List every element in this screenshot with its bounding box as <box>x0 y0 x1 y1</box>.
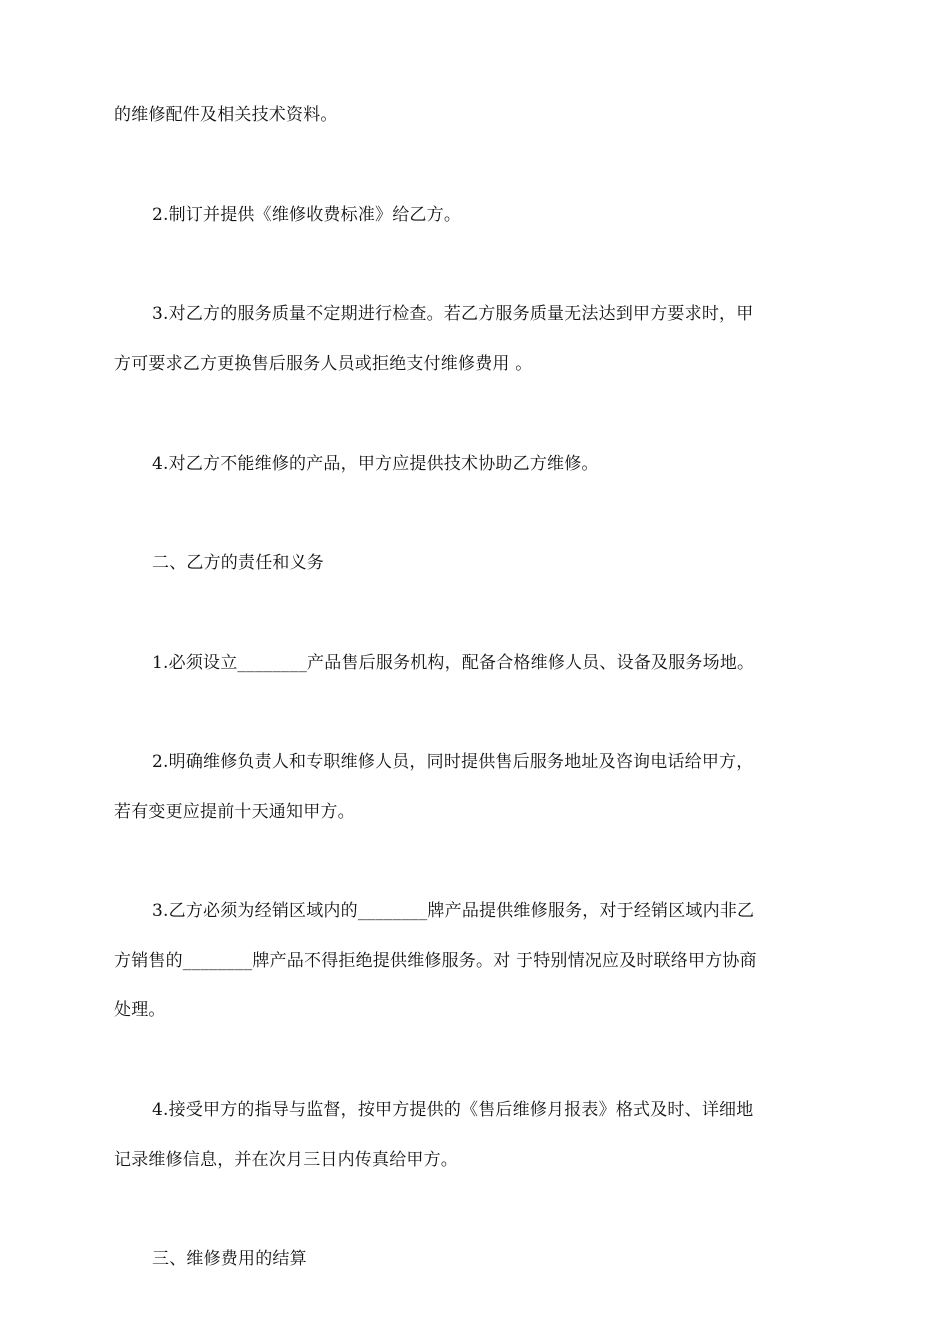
party-a-item-3-line-1: 3.对乙方的服务质量不定期进行检查。若乙方服务质量无法达到甲方要求时，甲 <box>152 304 754 324</box>
party-a-item-2: 2.制订并提供《维修收费标准》给乙方。 <box>152 205 462 225</box>
section-heading-party-b: 二、乙方的责任和义务 <box>152 553 324 573</box>
party-b-item-3-line-1: 3.乙方必须为经销区域内的________牌产品提供维修服务，对于经销区域内非乙 <box>152 901 755 921</box>
section-heading-fee-settlement: 三、维修费用的结算 <box>152 1249 307 1269</box>
party-b-item-2-line-1: 2.明确维修负责人和专职维修人员，同时提供售后服务地址及咨询电话给甲方， <box>152 752 754 772</box>
party-b-item-3-line-2: 方销售的________牌产品不得拒绝提供维修服务。对 于特别情况应及时联络甲方协商 <box>114 951 757 971</box>
party-b-item-4-line-2: 记录维修信息，并在次月三日内传真给甲方。 <box>114 1150 458 1170</box>
party-b-item-4-line-1: 4.接受甲方的指导与监督，按甲方提供的《售后维修月报表》格式及时、详细地 <box>152 1100 754 1120</box>
party-b-item-1: 1.必须设立________产品售后服务机构，配备合格维修人员、设备及服务场地。 <box>152 653 755 673</box>
party-a-item-3-line-2: 方可要求乙方更换售后服务人员或拒绝支付维修费用 。 <box>114 354 533 374</box>
party-b-item-3-line-3: 处理。 <box>114 1000 166 1020</box>
paragraph-continuation: 的维修配件及相关技术资料。 <box>114 105 338 125</box>
party-a-item-4: 4.对乙方不能维修的产品，甲方应提供技术协助乙方维修。 <box>152 454 599 474</box>
party-b-item-2-line-2: 若有变更应提前十天通知甲方。 <box>114 802 355 822</box>
